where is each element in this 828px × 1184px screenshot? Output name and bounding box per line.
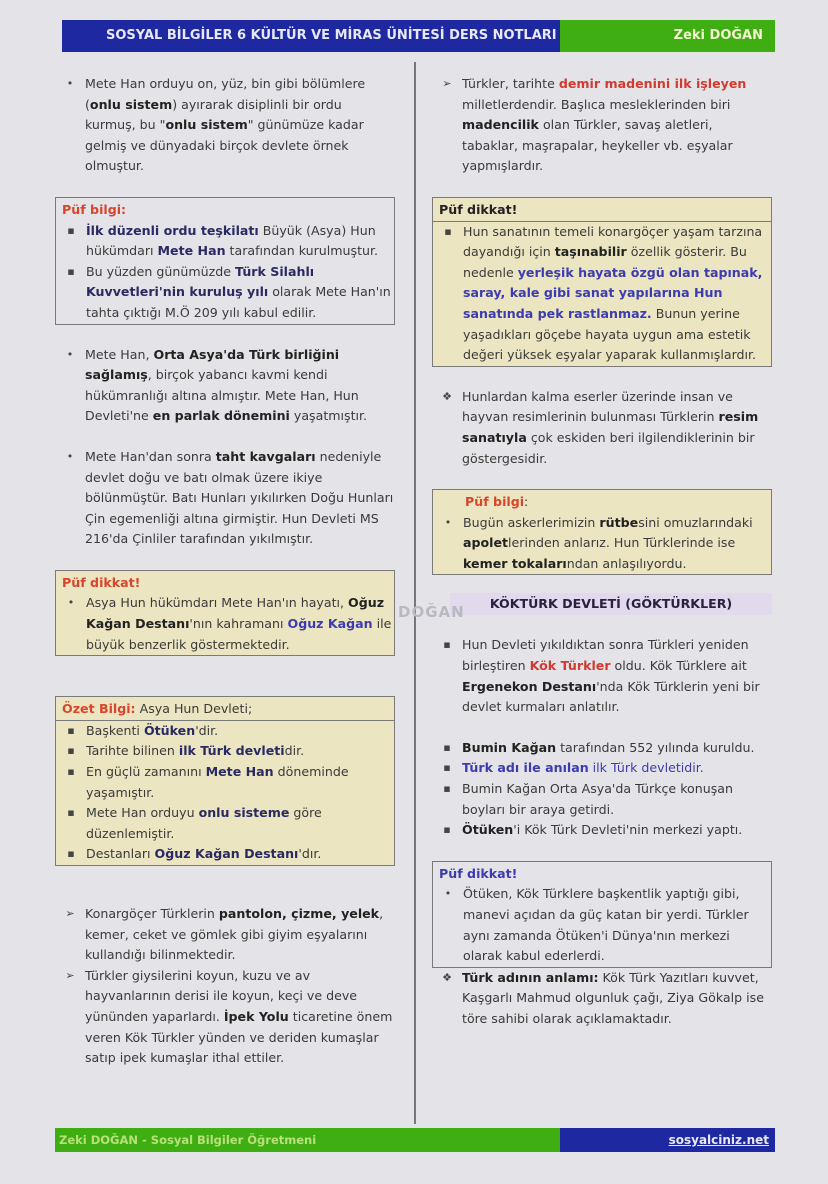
paragraph-text xyxy=(85,966,395,1069)
paragraph-text xyxy=(85,447,395,550)
tip-box-subtitle: : xyxy=(524,494,529,510)
body-text: Mete Han orduyu xyxy=(86,805,199,821)
emphasis-text: İlk düzenli ordu teşkilatı xyxy=(86,222,259,238)
tip-box-title xyxy=(433,862,771,885)
tip-box-title xyxy=(56,571,394,594)
bullet-marker-icon: ▪ xyxy=(443,782,451,796)
bullet-marker-icon: ➢ xyxy=(442,77,452,90)
body-text: Mete Han'dan sonra xyxy=(85,448,216,464)
emphasis-text: Türk adının anlamı: xyxy=(462,969,599,985)
emphasis-text: onlu sistem xyxy=(89,96,173,112)
bullet-marker-icon: ▪ xyxy=(443,638,451,652)
tip-box-item-text xyxy=(86,762,394,803)
paragraph-text xyxy=(85,904,395,966)
emphasis-text: demir madenini ilk işleyen xyxy=(558,76,747,91)
footer-author: Zeki DOĞAN - Sosyal Bilgiler Öğretmeni xyxy=(55,1128,560,1152)
body-text: olan Türkler, savaş aletleri, tabaklar, maşrapalar, heykeller vb. eşyalar yapmışlardır. xyxy=(462,117,733,174)
tip-box-item-text xyxy=(86,262,394,324)
emphasis-text: taşınabilir xyxy=(554,244,627,260)
emphasis-text: Türk Silahlı Kuvvetleri'nin kuruluş yılı xyxy=(86,263,315,300)
body-text: Ötüken, Kök Türklere başkentlik yaptığı gibi, manevi açıdan da güç katan bir yerdi. Türkler aynı zamanda Ötüken'i Dünya'nın merkezi olarak kabul ederlerdi. xyxy=(463,886,749,964)
body-text: dir. xyxy=(284,743,305,759)
bullet-paragraph xyxy=(432,968,772,1030)
section-heading: KÖKTÜRK DEVLETİ (GÖKTÜRKLER) xyxy=(450,593,772,615)
tip-box-item xyxy=(433,222,771,366)
bullet-marker-icon: ➢ xyxy=(65,968,75,982)
body-text: Hun sanatının temeli konargöçer yaşam tarzına dayandığı için xyxy=(463,223,763,260)
bullet-paragraph xyxy=(432,820,772,841)
bullet-marker-icon: • xyxy=(66,77,74,90)
tip-box-item xyxy=(56,262,394,324)
tip-box-item-text xyxy=(463,884,771,966)
emphasis-text: en parlak dönemini xyxy=(152,408,290,424)
column-divider xyxy=(414,62,416,1124)
body-text: 'dir. xyxy=(195,722,219,738)
tip-box-item xyxy=(56,593,394,655)
tip-box-item-text xyxy=(86,803,394,844)
bullet-marker-icon: ❖ xyxy=(442,970,452,984)
tip-box-item-text xyxy=(463,513,771,575)
emphasis-text: pantolon, çizme, yelek xyxy=(218,906,380,921)
tip-box xyxy=(432,197,772,367)
body-text: Hunlardan kalma eserler üzerinde insan ve hayvan resimlerinin bulunması Türklerin xyxy=(462,388,733,425)
emphasis-text: ilk Türk devletidir. xyxy=(588,760,704,776)
emphasis-text: yerleşik hayata özgü olan tapınak, saray, kale gibi sanat yapılarına Hun sanatında pek rastlanmaz. xyxy=(463,264,763,321)
body-text: oldu. Kök Türklere ait xyxy=(610,658,747,674)
body-text: olarak Mete Han'ın tahta çıktığı M.Ö 209 yılı kabul edilir. xyxy=(86,284,391,320)
bullet-marker-icon: ▪ xyxy=(67,264,75,278)
emphasis-text: ilk Türk devleti xyxy=(178,743,285,759)
bullet-marker-icon: ▪ xyxy=(67,723,75,737)
tip-box-label: Püf bilgi xyxy=(465,494,525,510)
body-text: göre düzenlemiştir. xyxy=(86,805,322,841)
document-title: SOSYAL BİLGİLER 6 KÜLTÜR VE MİRAS ÜNİTESİ DERS NOTLARI xyxy=(62,20,560,52)
bullet-paragraph xyxy=(432,635,772,717)
tip-box-item-text xyxy=(86,741,394,762)
paragraph-text xyxy=(462,74,772,177)
tip-box-item-text xyxy=(463,222,771,366)
tip-box-item xyxy=(56,844,394,865)
body-text: nedeniyle devlet doğu ve batı olmak üzere ikiye bölünmüştür. Batı Hunları yıkılırken Doğu Hunları Çin egemenliği altına girmiştir. Hun Devleti MS 216'da Çinliler tarafından yıkılmıştır. xyxy=(85,448,394,547)
bullet-marker-icon: ▪ xyxy=(67,806,75,820)
tip-box-title xyxy=(56,198,394,221)
bullet-paragraph xyxy=(55,447,395,550)
bullet-paragraph xyxy=(432,758,772,779)
paragraph-text xyxy=(85,74,395,177)
emphasis-text: Ötüken xyxy=(462,822,514,838)
emphasis-text: Ergenekon Destanı xyxy=(462,678,597,694)
footer-bar xyxy=(55,1128,775,1152)
body-text: Bu yüzden günümüzde xyxy=(86,263,235,279)
bullet-marker-icon: ▪ xyxy=(67,847,75,861)
tip-box-item-text xyxy=(86,593,394,655)
body-text: Mete Han orduyu on, yüz, bin gibi bölümlere ( xyxy=(85,76,366,112)
body-text: Konargöçer Türklerin xyxy=(85,906,219,921)
body-text: tarafından 552 yılında kuruldu. xyxy=(556,739,755,755)
bullet-marker-icon: ➢ xyxy=(65,907,75,920)
body-text: ile büyük benzerlik göstermektedir. xyxy=(86,616,392,652)
bullet-paragraph xyxy=(432,779,772,820)
body-text: Hun Devleti yıkıldıktan sonra Türkleri yeniden birleştiren xyxy=(462,637,749,674)
body-text: 'dır. xyxy=(298,846,322,862)
emphasis-text: Mete Han xyxy=(157,243,226,259)
body-text: " günümüze kadar gelmiş ve dünyadaki birçok devlete örnek olmuştur. xyxy=(85,117,364,174)
bullet-marker-icon: • xyxy=(444,887,452,901)
bullet-marker-icon: ▪ xyxy=(443,823,451,837)
emphasis-text: Türk adı ile anılan xyxy=(462,760,589,776)
emphasis-text: apolet xyxy=(463,535,509,551)
bullet-marker-icon: ▪ xyxy=(67,744,75,758)
paragraph-text xyxy=(462,738,772,759)
emphasis-text: Oğuz Kağan Destanı xyxy=(86,595,385,632)
bullet-paragraph xyxy=(432,738,772,759)
body-text: Asya Hun hükümdarı Mete Han'ın hayatı, xyxy=(86,595,349,611)
emphasis-text: Kök Türkler xyxy=(529,658,611,674)
tip-box-item xyxy=(433,884,771,966)
body-text: döneminde yaşamıştır. xyxy=(86,764,349,800)
tip-box-item-text xyxy=(86,844,394,865)
tip-box-item-text xyxy=(86,721,394,742)
emphasis-text: Orta Asya'da Türk birliğini sağlamış xyxy=(85,346,340,383)
emphasis-text: taht kavgaları xyxy=(215,448,316,464)
body-text: Büyük (Asya) Hun hükümdarı xyxy=(86,222,376,259)
body-text: Kök Türk Yazıtları kuvvet, Kaşgarlı Mahmud olgunluk çağı, Ziya Gökalp ise töre sahibi olarak açıklamaktadır. xyxy=(462,969,764,1026)
body-text: Mete Han, xyxy=(85,346,154,362)
tip-box-label: Püf dikkat! xyxy=(439,865,518,881)
bullet-marker-icon: ▪ xyxy=(444,224,452,238)
header-author: Zeki DOĞAN xyxy=(560,20,775,52)
paragraph-text xyxy=(462,635,772,717)
body-text: , kemer, ceket ve gömlek gibi giyim eşyalarını kullandığı bilinmektedir. xyxy=(85,906,384,963)
body-text: Tarihte bilinen xyxy=(86,743,179,759)
bullet-marker-icon: ▪ xyxy=(443,740,451,754)
body-text: çok eskiden beri ilgilendiklerinin bir göstergesidir. xyxy=(462,429,755,466)
emphasis-text: Oğuz Kağan Destanı xyxy=(154,846,299,862)
tip-box-title xyxy=(56,697,394,721)
tip-box-title xyxy=(433,198,771,222)
tip-box-subtitle: Asya Hun Devleti; xyxy=(135,701,253,717)
bullet-marker-icon: ▪ xyxy=(67,765,75,779)
emphasis-text: resim sanatıyla xyxy=(462,409,759,445)
tip-box xyxy=(432,489,772,575)
body-text: Başkenti xyxy=(86,722,144,738)
tip-box-item-text xyxy=(86,221,394,262)
body-text: Türkler, tarihte xyxy=(462,76,559,91)
body-text: En güçlü zamanını xyxy=(86,764,206,780)
body-text: ndan anlaşılıyordu. xyxy=(566,555,687,571)
bullet-paragraph xyxy=(55,966,395,1069)
paragraph-text xyxy=(462,758,772,779)
emphasis-text: kemer tokaları xyxy=(463,555,567,571)
bullet-marker-icon: • xyxy=(66,347,74,361)
bullet-marker-icon: ▪ xyxy=(67,223,75,237)
body-text: 'nın kahramanı xyxy=(189,616,288,632)
tip-box-item xyxy=(56,221,394,262)
tip-box xyxy=(55,696,395,866)
bullet-marker-icon: ❖ xyxy=(442,389,452,403)
tip-box-title xyxy=(433,490,771,513)
body-text: 'i Kök Türk Devleti'nin merkezi yaptı. xyxy=(513,822,743,838)
emphasis-text: onlu sistem xyxy=(165,117,248,133)
body-text: Destanları xyxy=(86,846,155,862)
right-column xyxy=(432,62,772,1030)
footer-site-link[interactable]: sosyalciniz.net xyxy=(560,1128,775,1152)
body-text: ticaretine önem veren Kök Türkler yünden ve deriden kumaşlar satıp ipek kumaşlar ithal ettiler. xyxy=(85,1008,393,1066)
tip-box-item xyxy=(56,721,394,742)
bullet-marker-icon: • xyxy=(67,596,75,610)
bullet-marker-icon: • xyxy=(66,449,74,463)
body-text: sini omuzlarındaki xyxy=(638,514,753,530)
paragraph-text xyxy=(462,968,772,1030)
body-text: , birçok yabancı kavmi kendi hükümranlığı altına almıştır. Mete Han, Hun Devleti'ne xyxy=(85,367,359,424)
body-text: tarafından kurulmuştur. xyxy=(225,243,379,259)
body-text: ) ayırarak disiplinli bir ordu kurmuş, bu " xyxy=(85,96,342,133)
tip-box xyxy=(55,570,395,656)
bullet-marker-icon: • xyxy=(444,515,452,529)
body-text: Bumin Kağan Orta Asya'da Türkçe konuşan boyları bir araya getirdi. xyxy=(462,781,733,817)
emphasis-text: madencilik xyxy=(462,117,539,133)
emphasis-text: İpek Yolu xyxy=(223,1008,289,1024)
bullet-paragraph xyxy=(55,904,395,966)
bullet-paragraph xyxy=(432,387,772,469)
bullet-paragraph xyxy=(55,74,395,177)
body-text: 'nda Kök Türklerin yeni bir devlet kurmaları anlatılır. xyxy=(462,678,760,715)
bullet-paragraph xyxy=(432,74,772,177)
emphasis-text: onlu sisteme xyxy=(198,805,290,821)
body-text: lerinden anlarız. Hun Türklerinde ise xyxy=(508,535,736,551)
emphasis-text: Ötüken xyxy=(143,722,196,738)
tip-box-label: Püf bilgi: xyxy=(62,201,127,217)
tip-box-item xyxy=(433,513,771,575)
emphasis-text: rütbe xyxy=(599,514,639,530)
tip-box-item xyxy=(56,741,394,762)
tip-box-item xyxy=(56,803,394,844)
paragraph-text xyxy=(462,387,772,469)
emphasis-text: Oğuz Kağan xyxy=(287,616,373,632)
paragraph-text xyxy=(85,345,395,427)
body-text: Türkler giysilerini koyun, kuzu ve av hayvanlarının derisi ile koyun, keçi ve deve yününden yaparlardı. xyxy=(85,967,358,1024)
body-text: özellik gösterir. Bu nedenle xyxy=(463,244,747,280)
watermark: DOĞAN xyxy=(398,603,465,621)
paragraph-text xyxy=(462,779,772,820)
tip-box-item xyxy=(56,762,394,803)
body-text: Bunun yerine yaşadıkları göçebe hayata uygun ama estetik değeri yüksek eşyalar yaparak kullanmışlardır. xyxy=(463,305,757,363)
tip-box xyxy=(55,197,395,325)
tip-box-label: Püf dikkat! xyxy=(62,574,141,590)
bullet-paragraph xyxy=(55,345,395,427)
body-text: milletlerdendir. Başlıca mesleklerinden biri xyxy=(462,96,731,112)
left-column xyxy=(55,62,395,1069)
bullet-marker-icon: ▪ xyxy=(443,761,451,775)
tip-box-label: Özet Bilgi: xyxy=(62,701,136,717)
paragraph-text xyxy=(462,820,772,841)
header-bar xyxy=(62,20,775,52)
emphasis-text: Mete Han xyxy=(205,764,274,780)
emphasis-text: Bumin Kağan xyxy=(462,739,557,755)
tip-box xyxy=(432,861,772,968)
body-text: Bugün askerlerimizin xyxy=(463,514,600,530)
body-text: yaşatmıştır. xyxy=(289,408,368,424)
tip-box-label: Püf dikkat! xyxy=(439,201,518,217)
